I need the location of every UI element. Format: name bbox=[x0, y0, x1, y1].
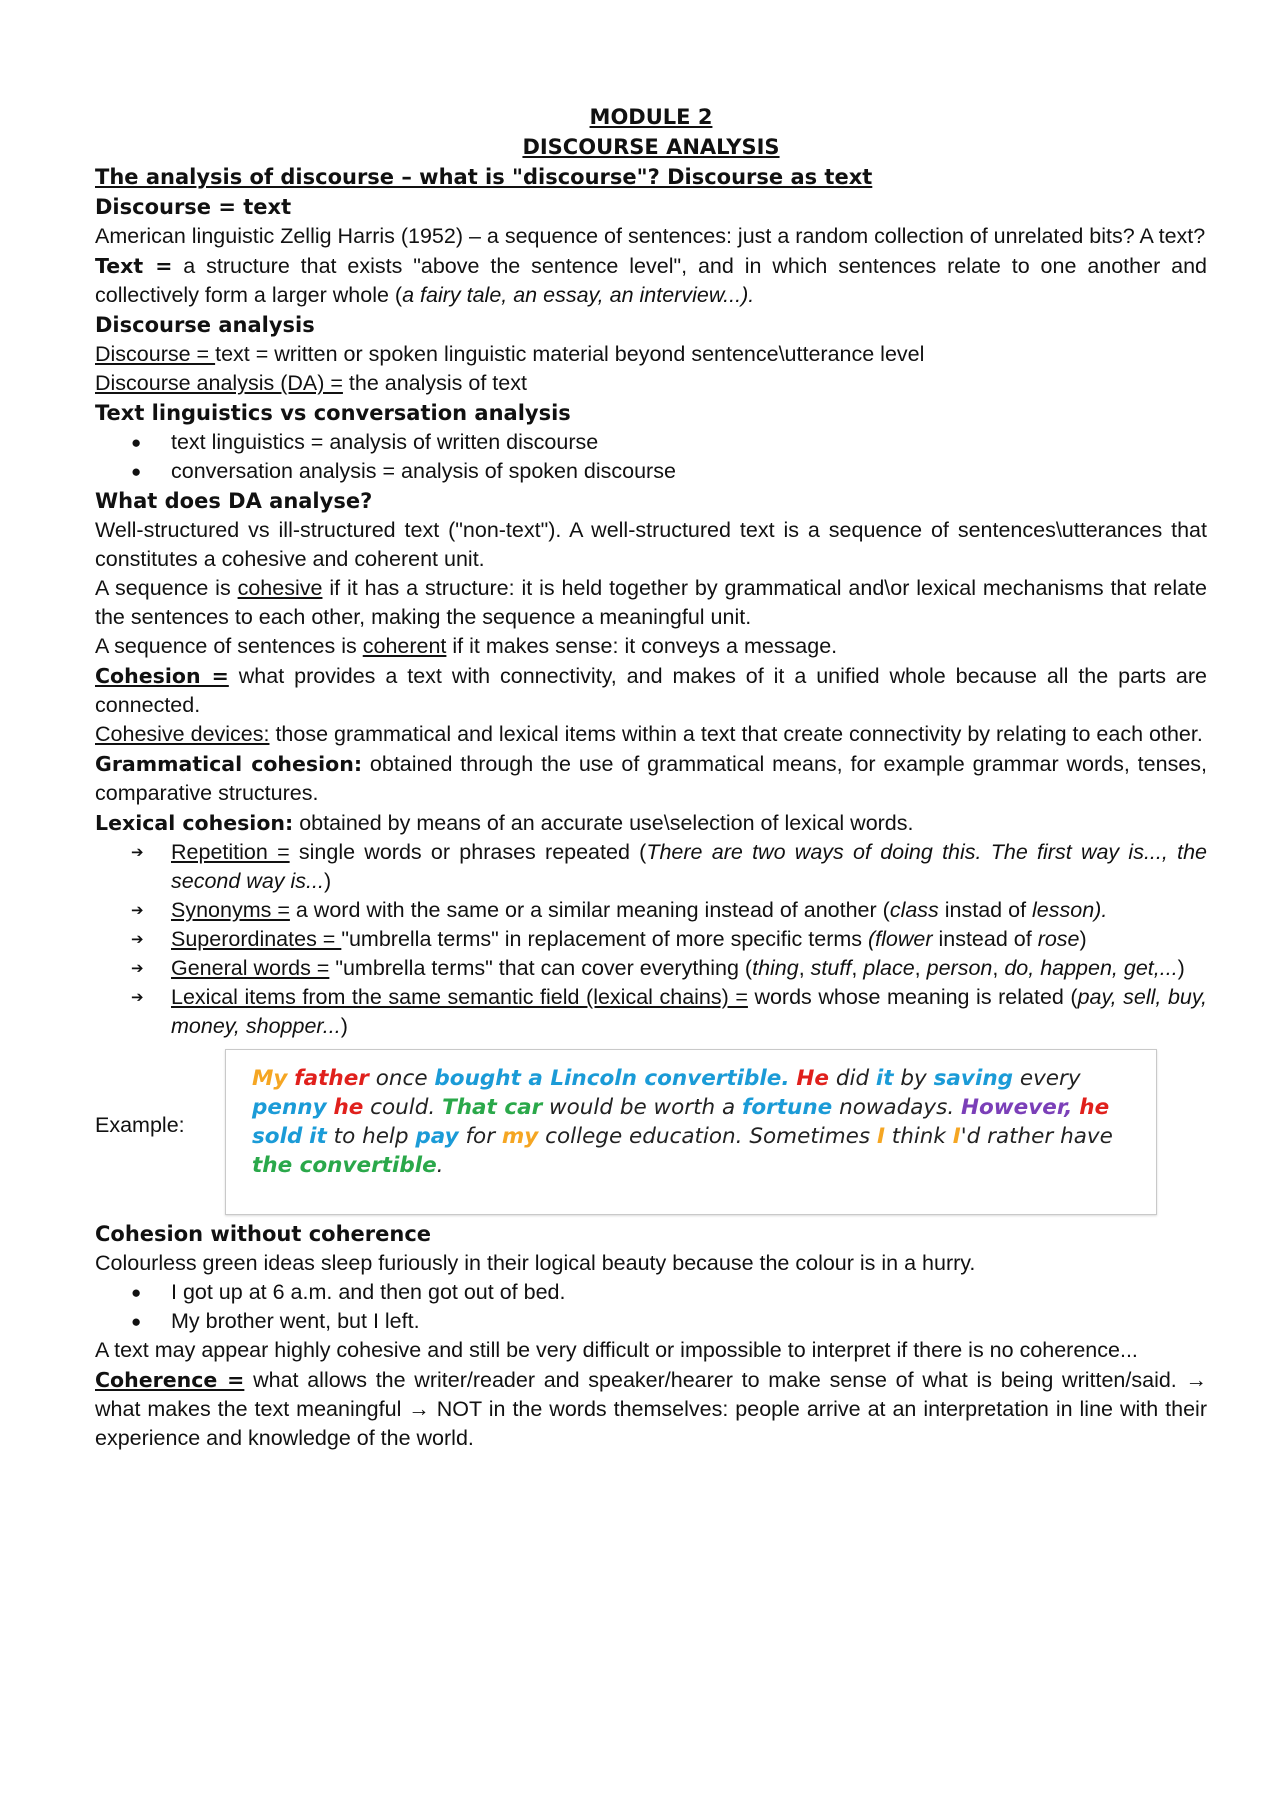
example-segment: for bbox=[458, 1124, 502, 1149]
example-segment: he bbox=[333, 1095, 364, 1120]
example-segment: bought a Lincoln convertible. bbox=[434, 1066, 790, 1091]
example-segment: to help bbox=[326, 1124, 416, 1149]
what-da-p1: Well-structured vs ill-structured text ("non-text"). A well-structured text is a sequence of sentences\utterances that constitutes a cohesive and coherent unit. bbox=[95, 518, 1207, 571]
example-segment: That car bbox=[442, 1095, 543, 1120]
example-segment: He bbox=[796, 1066, 829, 1091]
discourse-analysis-heading: Discourse analysis bbox=[95, 313, 315, 337]
list-item: ➔ Lexical items from the same semantic field (lexical chains) = words whose meaning is related (pay, sell, buy, money, shopper...) bbox=[95, 983, 1207, 1041]
module-subtitle: DISCOURSE ANALYSIS bbox=[522, 135, 780, 159]
example-segment: would be worth a bbox=[542, 1095, 743, 1120]
list-item: ➔ Synonyms = a word with the same or a similar meaning instead of another (class instad of lesson). bbox=[95, 896, 1207, 925]
lexical-cohesion-list bbox=[95, 838, 1207, 1041]
section-heading: The analysis of discourse – what is "discourse"? Discourse as text bbox=[95, 165, 873, 189]
grammatical-cohesion-definition: Grammatical cohesion: obtained through the use of grammatical means, for example grammar words, tenses, comparative structures. bbox=[95, 752, 1207, 805]
example-segment: once bbox=[368, 1066, 435, 1091]
list-item: ● My brother went, but I left. bbox=[95, 1307, 1207, 1336]
example-segment: father bbox=[294, 1066, 369, 1091]
da-definition: Discourse analysis (DA) = the analysis of text bbox=[95, 371, 527, 395]
example-text bbox=[252, 1064, 1142, 1180]
harris-paragraph: American linguistic Zellig Harris (1952) – a sequence of sentences: just a random collection of unrelated bits? A text? bbox=[95, 224, 1206, 248]
text-vs-conv-list bbox=[95, 428, 1207, 486]
list-item: ● I got up at 6 a.m. and then got out of bed. bbox=[95, 1278, 1207, 1307]
list-item: ➔ Repetition = single words or phrases repeated (There are two ways of doing this. The first way is..., the second way is...) bbox=[95, 838, 1207, 896]
text-term: Text = bbox=[95, 254, 173, 278]
discourse-definition: Discourse = text = written or spoken linguistic material beyond sentence\utterance level bbox=[95, 342, 925, 366]
list-item: ● conversation analysis = analysis of spoken discourse bbox=[95, 457, 1207, 486]
example-segment: nowadays. bbox=[832, 1095, 962, 1120]
example-segment: my bbox=[501, 1124, 539, 1149]
example-segment: by bbox=[893, 1066, 934, 1091]
text-definition: Text = a structure that exists "above the sentence level", and in which sentences relate to one another and collectively form a larger whole (a fairy tale, an essay, an interview...). bbox=[95, 254, 1207, 307]
example-segment: he bbox=[1079, 1095, 1110, 1120]
example-segment: penny bbox=[252, 1095, 327, 1120]
example-segment: did bbox=[828, 1066, 876, 1091]
example-segment: I bbox=[876, 1124, 885, 1149]
cohesion-without-coherence-heading: Cohesion without coherence bbox=[95, 1222, 432, 1246]
coherence-definition: Coherence = what allows the writer/reader and speaker/hearer to make sense of what is being written/said. → what makes the text meaningful → NOT in the words themselves: people arrive at an interpretation in line with their experience and knowledge of the world. bbox=[95, 1368, 1207, 1450]
colourless-sentence: Colourless green ideas sleep furiously in their logical beauty because the colour is in a hurry. bbox=[95, 1251, 976, 1275]
what-da-p3: A sequence of sentences is coherent if it makes sense: it conveys a message. bbox=[95, 634, 838, 658]
list-item: ➔ General words = "umbrella terms" that can cover everything (thing, stuff, place, person, do, happen, get,...) bbox=[95, 954, 1207, 983]
example-segment: college education. Sometimes bbox=[538, 1124, 877, 1149]
example-segment: My bbox=[252, 1066, 288, 1091]
lexical-cohesion-definition: Lexical cohesion: obtained by means of an accurate use\selection of lexical words. bbox=[95, 811, 914, 835]
what-da-p2: A sequence is cohesive if it has a structure: it is held together by grammatical and\or lexical mechanisms that relate the sentences to each other, making the sequence a meaningful unit. bbox=[95, 576, 1207, 629]
example-segment: sold bbox=[252, 1124, 303, 1149]
module-title: MODULE 2 bbox=[589, 105, 713, 129]
list-item: ● text linguistics = analysis of written discourse bbox=[95, 428, 1207, 457]
cohesion-definition: Cohesion = what provides a text with connectivity, and makes of it a unified whole because all the parts are connected. bbox=[95, 664, 1207, 717]
example-segment: . bbox=[436, 1153, 444, 1178]
example-segment: think bbox=[884, 1124, 953, 1149]
example-segment: 'd rather have bbox=[960, 1124, 1113, 1149]
example-label: Example: bbox=[95, 1113, 185, 1137]
what-da-heading: What does DA analyse? bbox=[95, 489, 373, 513]
example-segment: it bbox=[309, 1124, 327, 1149]
text-vs-conv-heading: Text linguistics vs conversation analysis bbox=[95, 401, 571, 425]
cohesive-not-coherent-paragraph: A text may appear highly cohesive and still be very difficult or impossible to interpret if there is no coherence... bbox=[95, 1338, 1138, 1362]
example-segment: pay bbox=[415, 1124, 459, 1149]
example-segment: I bbox=[952, 1124, 961, 1149]
example-image bbox=[225, 1049, 1157, 1215]
example-segment: saving bbox=[933, 1066, 1014, 1091]
document-page bbox=[95, 102, 1207, 1453]
example-segment: every bbox=[1013, 1066, 1081, 1091]
discourse-text-heading: Discourse = text bbox=[95, 195, 292, 219]
example-segment: However, bbox=[961, 1095, 1073, 1120]
example-row bbox=[95, 1049, 1207, 1219]
example-segment: could. bbox=[363, 1095, 443, 1120]
incoherent-examples-list bbox=[95, 1278, 1207, 1336]
list-item: ➔ Superordinates = "umbrella terms" in replacement of more specific terms (flower instead of rose) bbox=[95, 925, 1207, 954]
example-segment: fortune bbox=[742, 1095, 833, 1120]
cohesive-devices-definition: Cohesive devices: those grammatical and lexical items within a text that create connectivity by relating to each other. bbox=[95, 722, 1203, 746]
example-segment: it bbox=[875, 1066, 894, 1091]
example-segment: the convertible bbox=[252, 1153, 437, 1178]
